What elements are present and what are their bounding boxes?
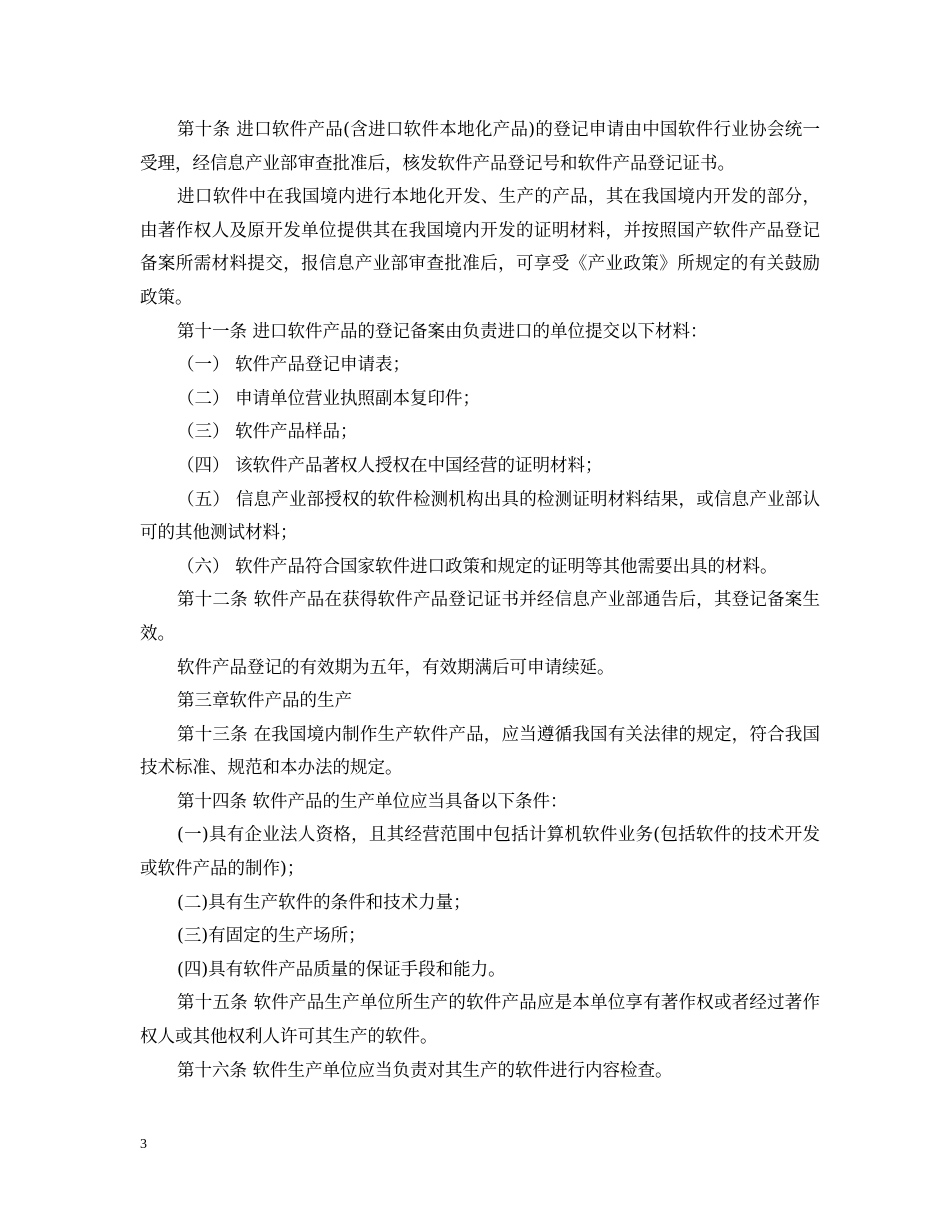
article-11-paragraph: 第十一条 进口软件产品的登记备案由负责进口的单位提交以下材料： (177, 321, 708, 342)
list-item: (一)具有企业法人资格，且其经营范围中包括计算机软件业务(包括软件的技术开发或软件产品的制作)； (140, 825, 820, 880)
list-item: （一） 软件产品登记申请表； (177, 355, 411, 376)
localization-paragraph: 进口软件中在我国境内进行本地化开发、生产的产品，其在我国境内开发的部分，由著作权人及原开发单位提供其在我国境内开发的证明材料，并按照国产软件产品登记备案所需材料提交，报信息产业部审查批准后，可享受《产业政策》所规定的有关鼓励政策。 (140, 187, 820, 308)
list-item: （二） 申请单位营业执照副本复印件； (177, 388, 481, 409)
article-16-paragraph: 第十六条 软件生产单位应当负责对其生产的软件进行内容检查。 (177, 1060, 673, 1081)
list-item: (三)有固定的生产场所； (177, 926, 366, 947)
list-item: （六） 软件产品符合国家软件进口政策和规定的证明等其他需要出具的材料。 (177, 556, 778, 577)
validity-paragraph: 软件产品登记的有效期为五年，有效期满后可申请续延。 (177, 657, 615, 678)
list-item: （四） 该软件产品著权人授权在中国经营的证明材料； (177, 455, 603, 476)
list-item: （三） 软件产品样品； (177, 422, 358, 443)
page-number: 3 (140, 1137, 147, 1152)
document-body (140, 114, 820, 1088)
chapter-heading: 第三章软件产品的生产 (177, 691, 352, 712)
list-item: (二)具有生产软件的条件和技术力量； (177, 892, 471, 913)
article-13-paragraph: 第十三条 在我国境内制作生产软件产品，应当遵循我国有关法律的规定，符合我国技术标准、规范和本办法的规定。 (140, 724, 820, 779)
article-10-paragraph: 第十条 进口软件产品(含进口软件本地化产品)的登记申请由中国软件行业协会统一受理，经信息产业部审查批准后，核发软件产品登记号和软件产品登记证书。 (140, 120, 820, 174)
list-item: (四)具有软件产品质量的保证手段和能力。 (177, 959, 506, 980)
article-15-paragraph: 第十五条 软件产品生产单位所生产的软件产品应是本单位享有著作权或者经过著作权人或其他权利人许可其生产的软件。 (140, 993, 820, 1048)
article-14-paragraph: 第十四条 软件产品的生产单位应当具备以下条件： (177, 791, 568, 812)
list-item: （五） 信息产业部授权的软件检测机构出具的检测证明材料结果，或信息产业部认可的其他测试材料； (140, 489, 820, 544)
article-12-paragraph: 第十二条 软件产品在获得软件产品登记证书并经信息产业部通告后，其登记备案生效。 (140, 590, 820, 644)
